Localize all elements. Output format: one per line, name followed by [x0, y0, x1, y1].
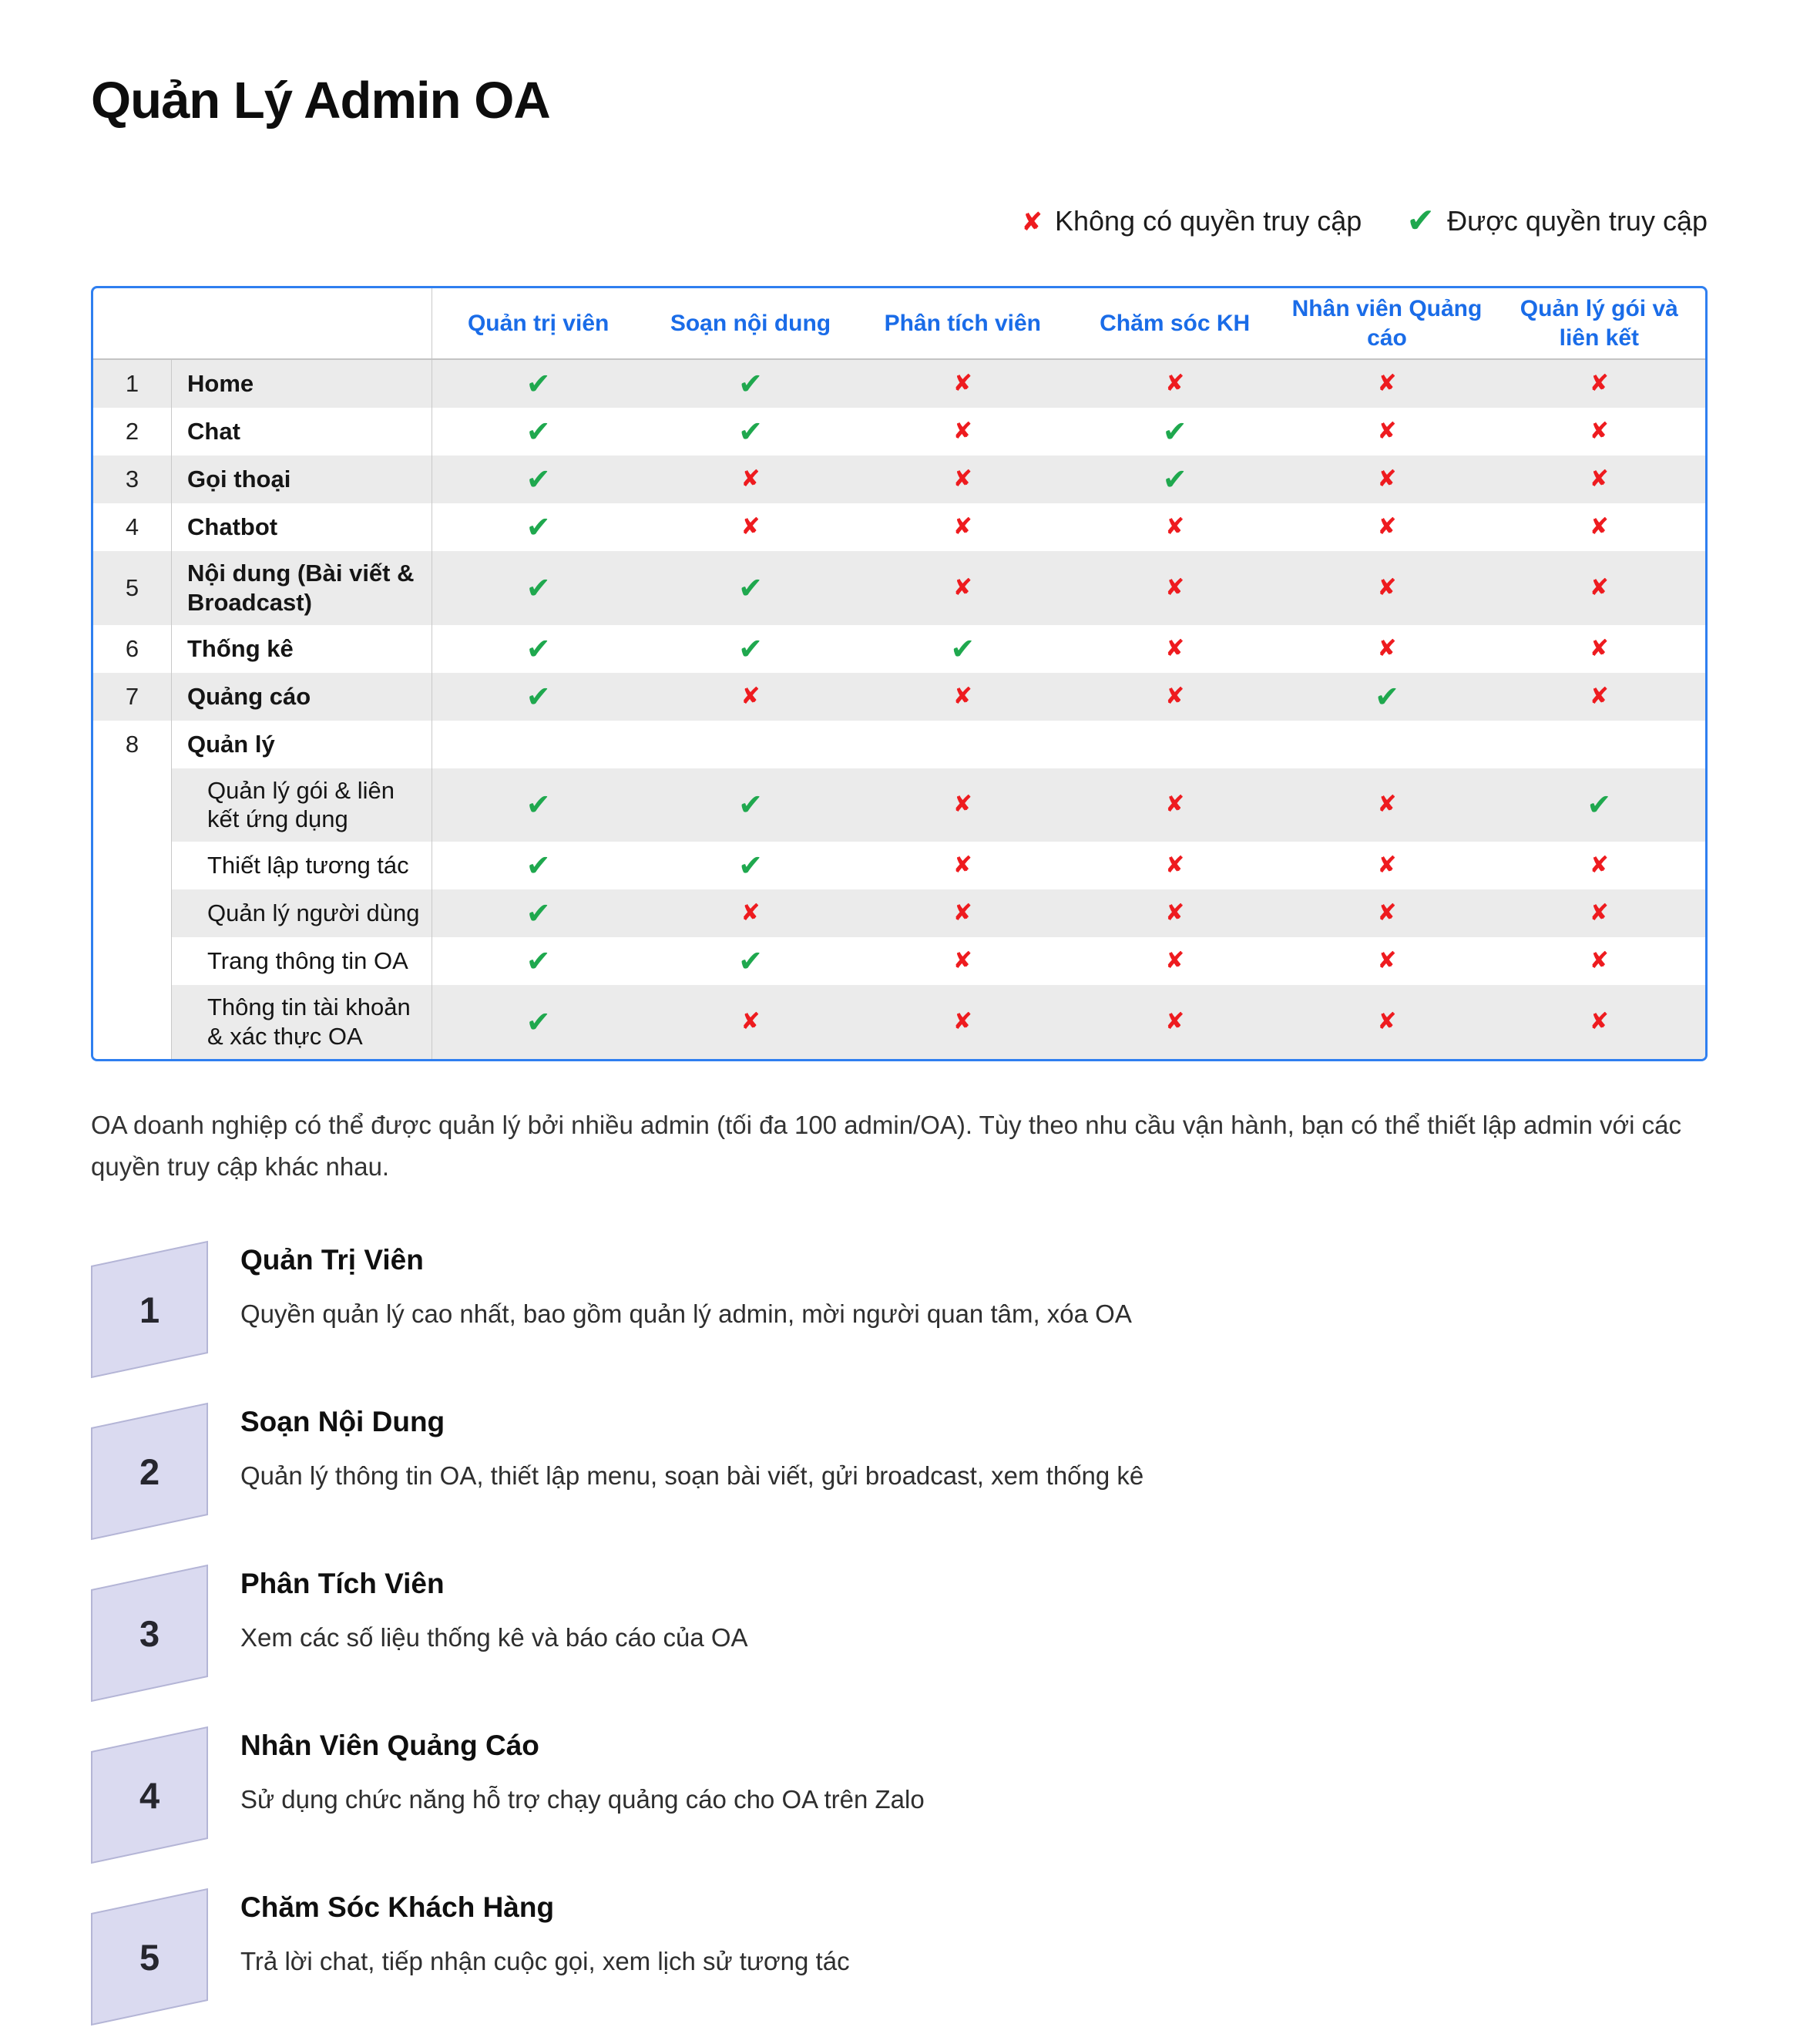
cross-icon: ✘: [1165, 791, 1185, 819]
role-number: 5: [139, 1936, 160, 1978]
check-icon: ✔: [738, 849, 763, 883]
role-text: [240, 1242, 1132, 1332]
mark-empty: [1069, 721, 1281, 768]
cross-icon: ✘: [1377, 1008, 1397, 1036]
role-title: Phân Tích Viên: [240, 1567, 445, 1599]
mark-no: [1281, 503, 1493, 551]
table-header-row: [93, 288, 1705, 360]
cross-icon: ✘: [1377, 513, 1397, 540]
mark-no: [1281, 889, 1493, 937]
row-number: 5: [93, 551, 172, 625]
check-icon: ✔: [526, 788, 551, 822]
mark-no: [857, 673, 1069, 721]
mark-no: [857, 551, 1069, 625]
row-label: Nội dung (Bài viết & Broadcast): [172, 551, 432, 625]
check-icon: ✔: [526, 1005, 551, 1040]
mark-yes: [432, 889, 644, 937]
mark-no: [1281, 456, 1493, 503]
mark-no: [1493, 625, 1705, 673]
mark-no: [1281, 408, 1493, 456]
table-row: [93, 673, 1705, 721]
row-label: Trang thông tin OA: [172, 937, 432, 985]
mark-yes: [1069, 456, 1281, 503]
mark-no: [857, 503, 1069, 551]
check-icon: ✔: [738, 367, 763, 401]
row-label: Thiết lập tương tác: [172, 842, 432, 889]
check-icon: ✔: [526, 896, 551, 931]
mark-no: [1281, 937, 1493, 985]
cross-icon: ✘: [952, 682, 972, 710]
mark-no: [1069, 889, 1281, 937]
column-header: Quản trị viên: [467, 310, 610, 336]
cross-icon: ✘: [740, 899, 761, 927]
mark-yes: [432, 937, 644, 985]
cross-icon: ✘: [1165, 634, 1185, 662]
mark-yes: [432, 768, 644, 842]
mark-yes: [1493, 768, 1705, 842]
cross-icon: ✘: [1589, 899, 1609, 927]
cross-icon: ✘: [1589, 1008, 1609, 1036]
mark-no: [644, 673, 856, 721]
row-label: Thống kê: [172, 625, 432, 673]
cross-icon: ✘: [1589, 682, 1609, 710]
role-number-badge: [91, 1726, 208, 1864]
mark-no: [1281, 985, 1493, 1059]
column-header: Nhân viên Quảng cáo: [1291, 296, 1483, 351]
check-icon: ✔: [526, 367, 551, 401]
cross-icon: ✘: [1377, 573, 1397, 601]
cross-icon: ✘: [1377, 852, 1397, 879]
cross-icon: ✘: [1165, 370, 1185, 397]
mark-yes: [432, 673, 644, 721]
intro-paragraph: OA doanh nghiệp có thể được quản lý bởi nhiều admin (tối đa 100 admin/OA). Tùy theo nhu cầu vận hành, bạn có thể thiết lập admin với các quyền truy cập khác nhau.: [91, 1110, 1682, 1182]
cross-icon: ✘: [952, 513, 972, 540]
check-icon: ✔: [526, 944, 551, 979]
row-label: Chatbot: [172, 503, 432, 551]
role-number-badge: [91, 1403, 208, 1540]
cross-icon: ✘: [952, 947, 972, 975]
table-row: [93, 937, 1705, 985]
mark-empty: [644, 721, 856, 768]
row-number: 2: [93, 408, 172, 456]
role-number-badge: [91, 1888, 208, 2026]
mark-yes: [644, 625, 856, 673]
cross-icon: ✘: [1165, 682, 1185, 710]
row-number: [93, 889, 172, 937]
mark-no: [1069, 673, 1281, 721]
cross-icon: ✘: [1377, 791, 1397, 819]
role-number: 2: [139, 1451, 160, 1492]
role-item: [91, 1404, 1708, 1528]
mark-no: [1281, 842, 1493, 889]
role-description: Xem các số liệu thống kê và báo cáo của OA: [240, 1622, 748, 1652]
mark-no: [1493, 551, 1705, 625]
mark-no: [644, 985, 856, 1059]
role-text: [240, 1728, 925, 1817]
mark-no: [1281, 551, 1493, 625]
role-description: Sử dụng chức năng hỗ trợ chạy quảng cáo cho OA trên Zalo: [240, 1784, 925, 1814]
check-icon: ✔: [1587, 788, 1612, 822]
cross-icon: ✘: [1377, 466, 1397, 493]
cross-icon: ✘: [1589, 513, 1609, 540]
role-description: Quản lý thông tin OA, thiết lập menu, soạn bài viết, gửi broadcast, xem thống kê: [240, 1461, 1144, 1490]
mark-no: [857, 768, 1069, 842]
role-item: [91, 1566, 1708, 1689]
mark-yes: [432, 985, 644, 1059]
table-row: [93, 842, 1705, 889]
mark-no: [857, 456, 1069, 503]
role-item: [91, 1242, 1708, 1366]
check-icon: ✔: [526, 631, 551, 666]
cross-icon: ✘: [1165, 573, 1185, 601]
check-icon: ✔: [738, 570, 763, 605]
mark-no: [1493, 408, 1705, 456]
role-number: 4: [139, 1774, 160, 1816]
check-icon: ✔: [1162, 462, 1187, 496]
mark-no: [1281, 625, 1493, 673]
page-title: Quản Lý Admin OA: [91, 72, 550, 129]
table-row: [93, 625, 1705, 673]
table-row: [93, 551, 1705, 625]
row-number: 4: [93, 503, 172, 551]
mark-no: [857, 408, 1069, 456]
cross-icon: ✘: [952, 1008, 972, 1036]
check-icon: ✔: [526, 849, 551, 883]
row-label: Gọi thoại: [172, 456, 432, 503]
mark-yes: [644, 360, 856, 408]
role-title: Chăm Sóc Khách Hàng: [240, 1891, 555, 1923]
mark-no: [1493, 889, 1705, 937]
cross-icon: ✘: [740, 682, 761, 710]
table-row: [93, 408, 1705, 456]
row-number: 3: [93, 456, 172, 503]
check-icon: ✔: [738, 944, 763, 979]
mark-yes: [1281, 673, 1493, 721]
mark-yes: [644, 408, 856, 456]
check-icon: ✔: [738, 631, 763, 666]
role-title: Nhân Viên Quảng Cáo: [240, 1729, 539, 1761]
mark-yes: [644, 937, 856, 985]
cross-icon: ✘: [1377, 947, 1397, 975]
row-label: Chat: [172, 408, 432, 456]
mark-empty: [432, 721, 644, 768]
table-row: [93, 503, 1705, 551]
cross-icon: ✘: [952, 899, 972, 927]
column-header: Phân tích viên: [884, 310, 1042, 336]
mark-no: [1493, 503, 1705, 551]
mark-no: [1493, 937, 1705, 985]
check-icon: ✔: [1375, 679, 1399, 714]
check-icon: ✔: [526, 462, 551, 496]
role-title: Quản Trị Viên: [240, 1243, 424, 1276]
row-label: Quản lý gói & liên kết ứng dụng: [172, 768, 432, 842]
mark-yes: [432, 842, 644, 889]
row-label: Thông tin tài khoản & xác thực OA: [172, 985, 432, 1059]
mark-yes: [432, 551, 644, 625]
column-header: Quản lý gói và liên kết: [1520, 296, 1678, 351]
cross-icon: ✘: [1377, 418, 1397, 445]
mark-no: [857, 360, 1069, 408]
permissions-table: [91, 286, 1708, 1061]
cross-icon: ✘: [1377, 634, 1397, 662]
mark-no: [1069, 842, 1281, 889]
cross-icon: ✘: [1589, 852, 1609, 879]
table-row: [93, 456, 1705, 503]
row-number: 7: [93, 673, 172, 721]
mark-no: [1069, 503, 1281, 551]
role-title: Soạn Nội Dung: [240, 1405, 445, 1437]
mark-yes: [644, 842, 856, 889]
legend-access-label: Được quyền truy cập: [1447, 205, 1708, 237]
mark-no: [644, 456, 856, 503]
role-item: [91, 1728, 1708, 1851]
table-row: [93, 985, 1705, 1059]
mark-no: [1069, 360, 1281, 408]
cross-icon: ✘: [740, 1008, 761, 1036]
row-label: Quảng cáo: [172, 673, 432, 721]
role-number: 1: [139, 1289, 160, 1330]
role-number: 3: [139, 1612, 160, 1654]
role-number-badge: [91, 1565, 208, 1702]
role-description: Quyền quản lý cao nhất, bao gồm quản lý admin, mời người quan tâm, xóa OA: [240, 1299, 1132, 1328]
mark-empty: [1281, 721, 1493, 768]
roles-list: [91, 1242, 1708, 2013]
cross-icon: ✘: [952, 418, 972, 445]
cross-icon: ✘: [1589, 634, 1609, 662]
mark-yes: [432, 408, 644, 456]
cross-icon: ✘: [1165, 899, 1185, 927]
mark-yes: [857, 625, 1069, 673]
mark-no: [1493, 456, 1705, 503]
mark-no: [1069, 985, 1281, 1059]
cross-icon: ✘: [1165, 513, 1185, 540]
mark-no: [857, 985, 1069, 1059]
check-icon: ✔: [738, 415, 763, 449]
check-icon: ✔: [950, 631, 976, 666]
check-icon: ✔: [526, 679, 551, 714]
table-row: [93, 360, 1705, 408]
role-text: [240, 1566, 748, 1656]
table-corner-cell: [93, 288, 432, 358]
cross-icon: ✘: [952, 573, 972, 601]
mark-no: [1069, 937, 1281, 985]
mark-no: [1069, 625, 1281, 673]
cross-icon: ✘: [952, 466, 972, 493]
cross-icon: ✘: [1589, 947, 1609, 975]
cross-icon: ✘: [1377, 899, 1397, 927]
mark-yes: [432, 625, 644, 673]
cross-icon: ✘: [1589, 370, 1609, 397]
mark-no: [1493, 360, 1705, 408]
mark-no: [1069, 551, 1281, 625]
mark-no: [644, 889, 856, 937]
mark-yes: [432, 503, 644, 551]
mark-yes: [1069, 408, 1281, 456]
cross-icon: ✘: [740, 466, 761, 493]
legend: [91, 201, 1708, 240]
mark-no: [1493, 985, 1705, 1059]
mark-no: [857, 889, 1069, 937]
cross-icon: ✘: [1589, 418, 1609, 445]
cross-icon: ✘: [952, 370, 972, 397]
row-number: [93, 768, 172, 842]
check-icon: ✔: [526, 415, 551, 449]
cross-icon: ✘: [1589, 573, 1609, 601]
mark-no: [1493, 842, 1705, 889]
mark-no: [1493, 673, 1705, 721]
mark-yes: [644, 768, 856, 842]
role-text: [240, 1890, 850, 1979]
cross-icon: ✘: [1377, 370, 1397, 397]
check-icon: ✔: [1406, 201, 1436, 240]
check-icon: ✔: [526, 570, 551, 605]
mark-no: [857, 842, 1069, 889]
cross-icon: ✘: [1165, 947, 1185, 975]
mark-no: [1281, 360, 1493, 408]
cross-icon: ✘: [1021, 206, 1043, 237]
column-header: Soạn nội dung: [670, 310, 831, 336]
role-text: [240, 1404, 1143, 1494]
row-number: 1: [93, 360, 172, 408]
row-number: [93, 985, 172, 1059]
role-description: Trả lời chat, tiếp nhận cuộc gọi, xem lịch sử tương tác: [240, 1946, 850, 1975]
mark-no: [857, 937, 1069, 985]
check-icon: ✔: [1162, 415, 1187, 449]
mark-no: [644, 503, 856, 551]
check-icon: ✔: [526, 510, 551, 544]
cross-icon: ✘: [952, 791, 972, 819]
row-number: 6: [93, 625, 172, 673]
mark-empty: [857, 721, 1069, 768]
mark-yes: [644, 551, 856, 625]
table-row: [93, 768, 1705, 842]
check-icon: ✔: [738, 788, 763, 822]
role-item: [91, 1890, 1708, 2013]
table-row: [93, 721, 1705, 768]
table-row: [93, 889, 1705, 937]
row-label: Home: [172, 360, 432, 408]
mark-yes: [432, 360, 644, 408]
cross-icon: ✘: [1165, 1008, 1185, 1036]
cross-icon: ✘: [1165, 852, 1185, 879]
row-number: [93, 842, 172, 889]
cross-icon: ✘: [740, 513, 761, 540]
mark-empty: [1493, 721, 1705, 768]
mark-no: [1069, 768, 1281, 842]
mark-no: [1281, 768, 1493, 842]
row-number: 8: [93, 721, 172, 768]
row-number: [93, 937, 172, 985]
legend-no-access-label: Không có quyền truy cập: [1054, 205, 1362, 237]
row-label: Quản lý người dùng: [172, 889, 432, 937]
column-header: Chăm sóc KH: [1100, 310, 1251, 336]
cross-icon: ✘: [952, 852, 972, 879]
row-label: Quản lý: [172, 721, 432, 768]
cross-icon: ✘: [1589, 466, 1609, 493]
mark-yes: [432, 456, 644, 503]
role-number-badge: [91, 1241, 208, 1378]
